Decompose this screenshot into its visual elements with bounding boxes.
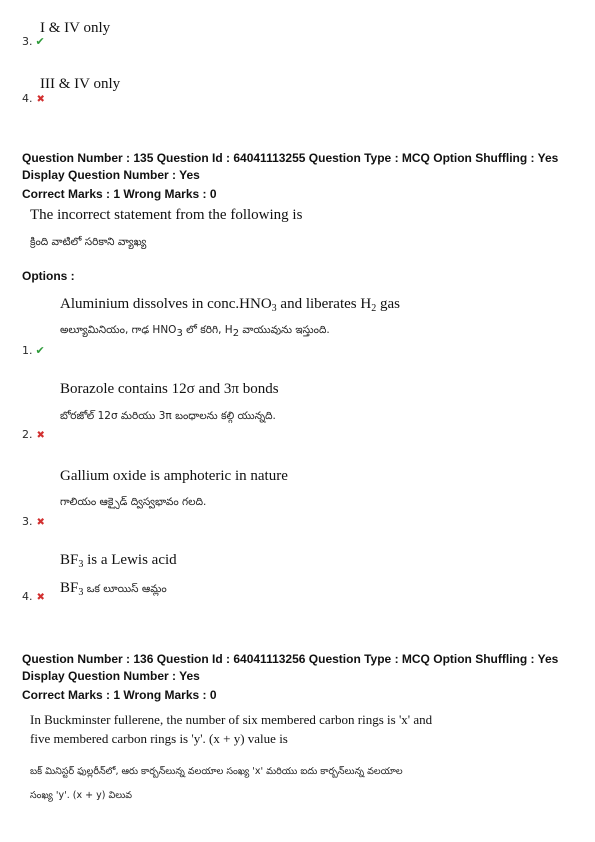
meta-line-1: Question Number : 136 Question Id : 64041113256 Question Type : MCQ Option Shuffling : Yes <box>22 652 559 666</box>
cross-icon: ✖ <box>36 430 45 441</box>
option-4-text-te <box>60 580 167 598</box>
option-4-en-part: is a Lewis acid <box>83 552 177 568</box>
prev-option-3-number <box>22 35 45 48</box>
subscript: 2 <box>232 328 240 339</box>
option-4-number <box>22 590 45 603</box>
option-number: 1. <box>22 344 33 357</box>
subscript: 3 <box>78 587 84 598</box>
subscript: 3 <box>271 303 277 314</box>
option-2-number <box>22 428 45 441</box>
check-icon: ✔ <box>35 344 45 357</box>
question-136-text-en <box>30 710 432 748</box>
option-1-text-en <box>60 296 400 314</box>
option-2-text-te: బోరజోల్ 12σ మరియు 3π బంధాలను కల్గి యున్నది. <box>60 410 276 422</box>
subscript: 2 <box>371 303 377 314</box>
meta-line-3: Correct Marks : 1 Wrong Marks : 0 <box>22 187 217 201</box>
cross-icon: ✖ <box>36 517 45 528</box>
option-1-en-part: and liberates H <box>276 296 372 312</box>
option-number: 4. <box>22 92 33 105</box>
option-4-en-part: BF <box>60 552 79 568</box>
option-1-te-part: అల్యూమినియం, గాఢ HNO <box>60 324 177 336</box>
question-135-text-te: క్రింది వాటిలో సరికాని వ్యాఖ్య <box>30 236 147 248</box>
option-3-text-te: గాలియం ఆక్సైడ్ ద్విస్వభావం గలది. <box>60 496 207 508</box>
options-label: Options : <box>22 269 75 283</box>
question-136-text-te <box>30 760 403 808</box>
question-136-meta <box>22 651 558 704</box>
cross-icon: ✖ <box>36 592 45 603</box>
option-number: 4. <box>22 590 33 603</box>
option-4-text-en <box>60 552 177 570</box>
option-3-text-en: Gallium oxide is amphoteric in nature <box>60 468 288 484</box>
prev-option-4-number <box>22 92 45 105</box>
meta-line-2: Display Question Number : Yes <box>22 168 200 182</box>
question-135-text-en: The incorrect statement from the following is <box>30 207 303 223</box>
meta-line-2: Display Question Number : Yes <box>22 669 200 683</box>
option-1-text-te <box>60 324 330 339</box>
question-136-te-line-2: సంఖ్య 'y'. (x + y) విలువ <box>30 790 133 801</box>
prev-option-4-text: III & IV only <box>40 76 121 92</box>
option-number: 3. <box>22 515 33 528</box>
option-4-te-part: ఒక లూయిస్ ఆమ్లం <box>83 583 167 595</box>
option-number: 2. <box>22 428 33 441</box>
question-136-en-line-1: In Buckminster fullerene, the number of six membered carbon rings is 'x' and <box>30 712 433 727</box>
option-1-en-part: Aluminium dissolves in conc.HNO <box>60 296 272 312</box>
option-3-number <box>22 515 45 528</box>
meta-line-1: Question Number : 135 Question Id : 64041113255 Question Type : MCQ Option Shuffling : Yes <box>22 151 559 165</box>
meta-line-3: Correct Marks : 1 Wrong Marks : 0 <box>22 688 217 702</box>
option-1-number <box>22 344 45 357</box>
cross-icon: ✖ <box>36 94 45 105</box>
prev-option-3-text: I & IV only <box>40 20 111 36</box>
option-1-en-part: gas <box>376 296 400 312</box>
question-135-meta <box>22 150 558 203</box>
option-number: 3. <box>22 35 33 48</box>
check-icon: ✔ <box>35 35 45 48</box>
question-136-te-line-1: బక్ మినిస్టర్ ఫుల్లరీన్‌లో, ఆరు కార్బన్‌లున్న వలయాల సంఖ్య 'x' మరియు ఐదు కార్బన్‌లున్న వలయాల <box>30 766 403 777</box>
option-4-te-part: BF <box>60 580 79 596</box>
option-2-text-en: Borazole contains 12σ and 3π bonds <box>60 381 279 397</box>
question-136-en-line-2: five membered carbon rings is 'y'. (x + y) value is <box>30 731 288 746</box>
option-1-te-part: లో కరిగి, H <box>182 324 233 336</box>
subscript: 3 <box>78 559 84 570</box>
subscript: 3 <box>176 328 183 339</box>
option-1-te-part: వాయువును ఇస్తుంది. <box>239 324 330 336</box>
